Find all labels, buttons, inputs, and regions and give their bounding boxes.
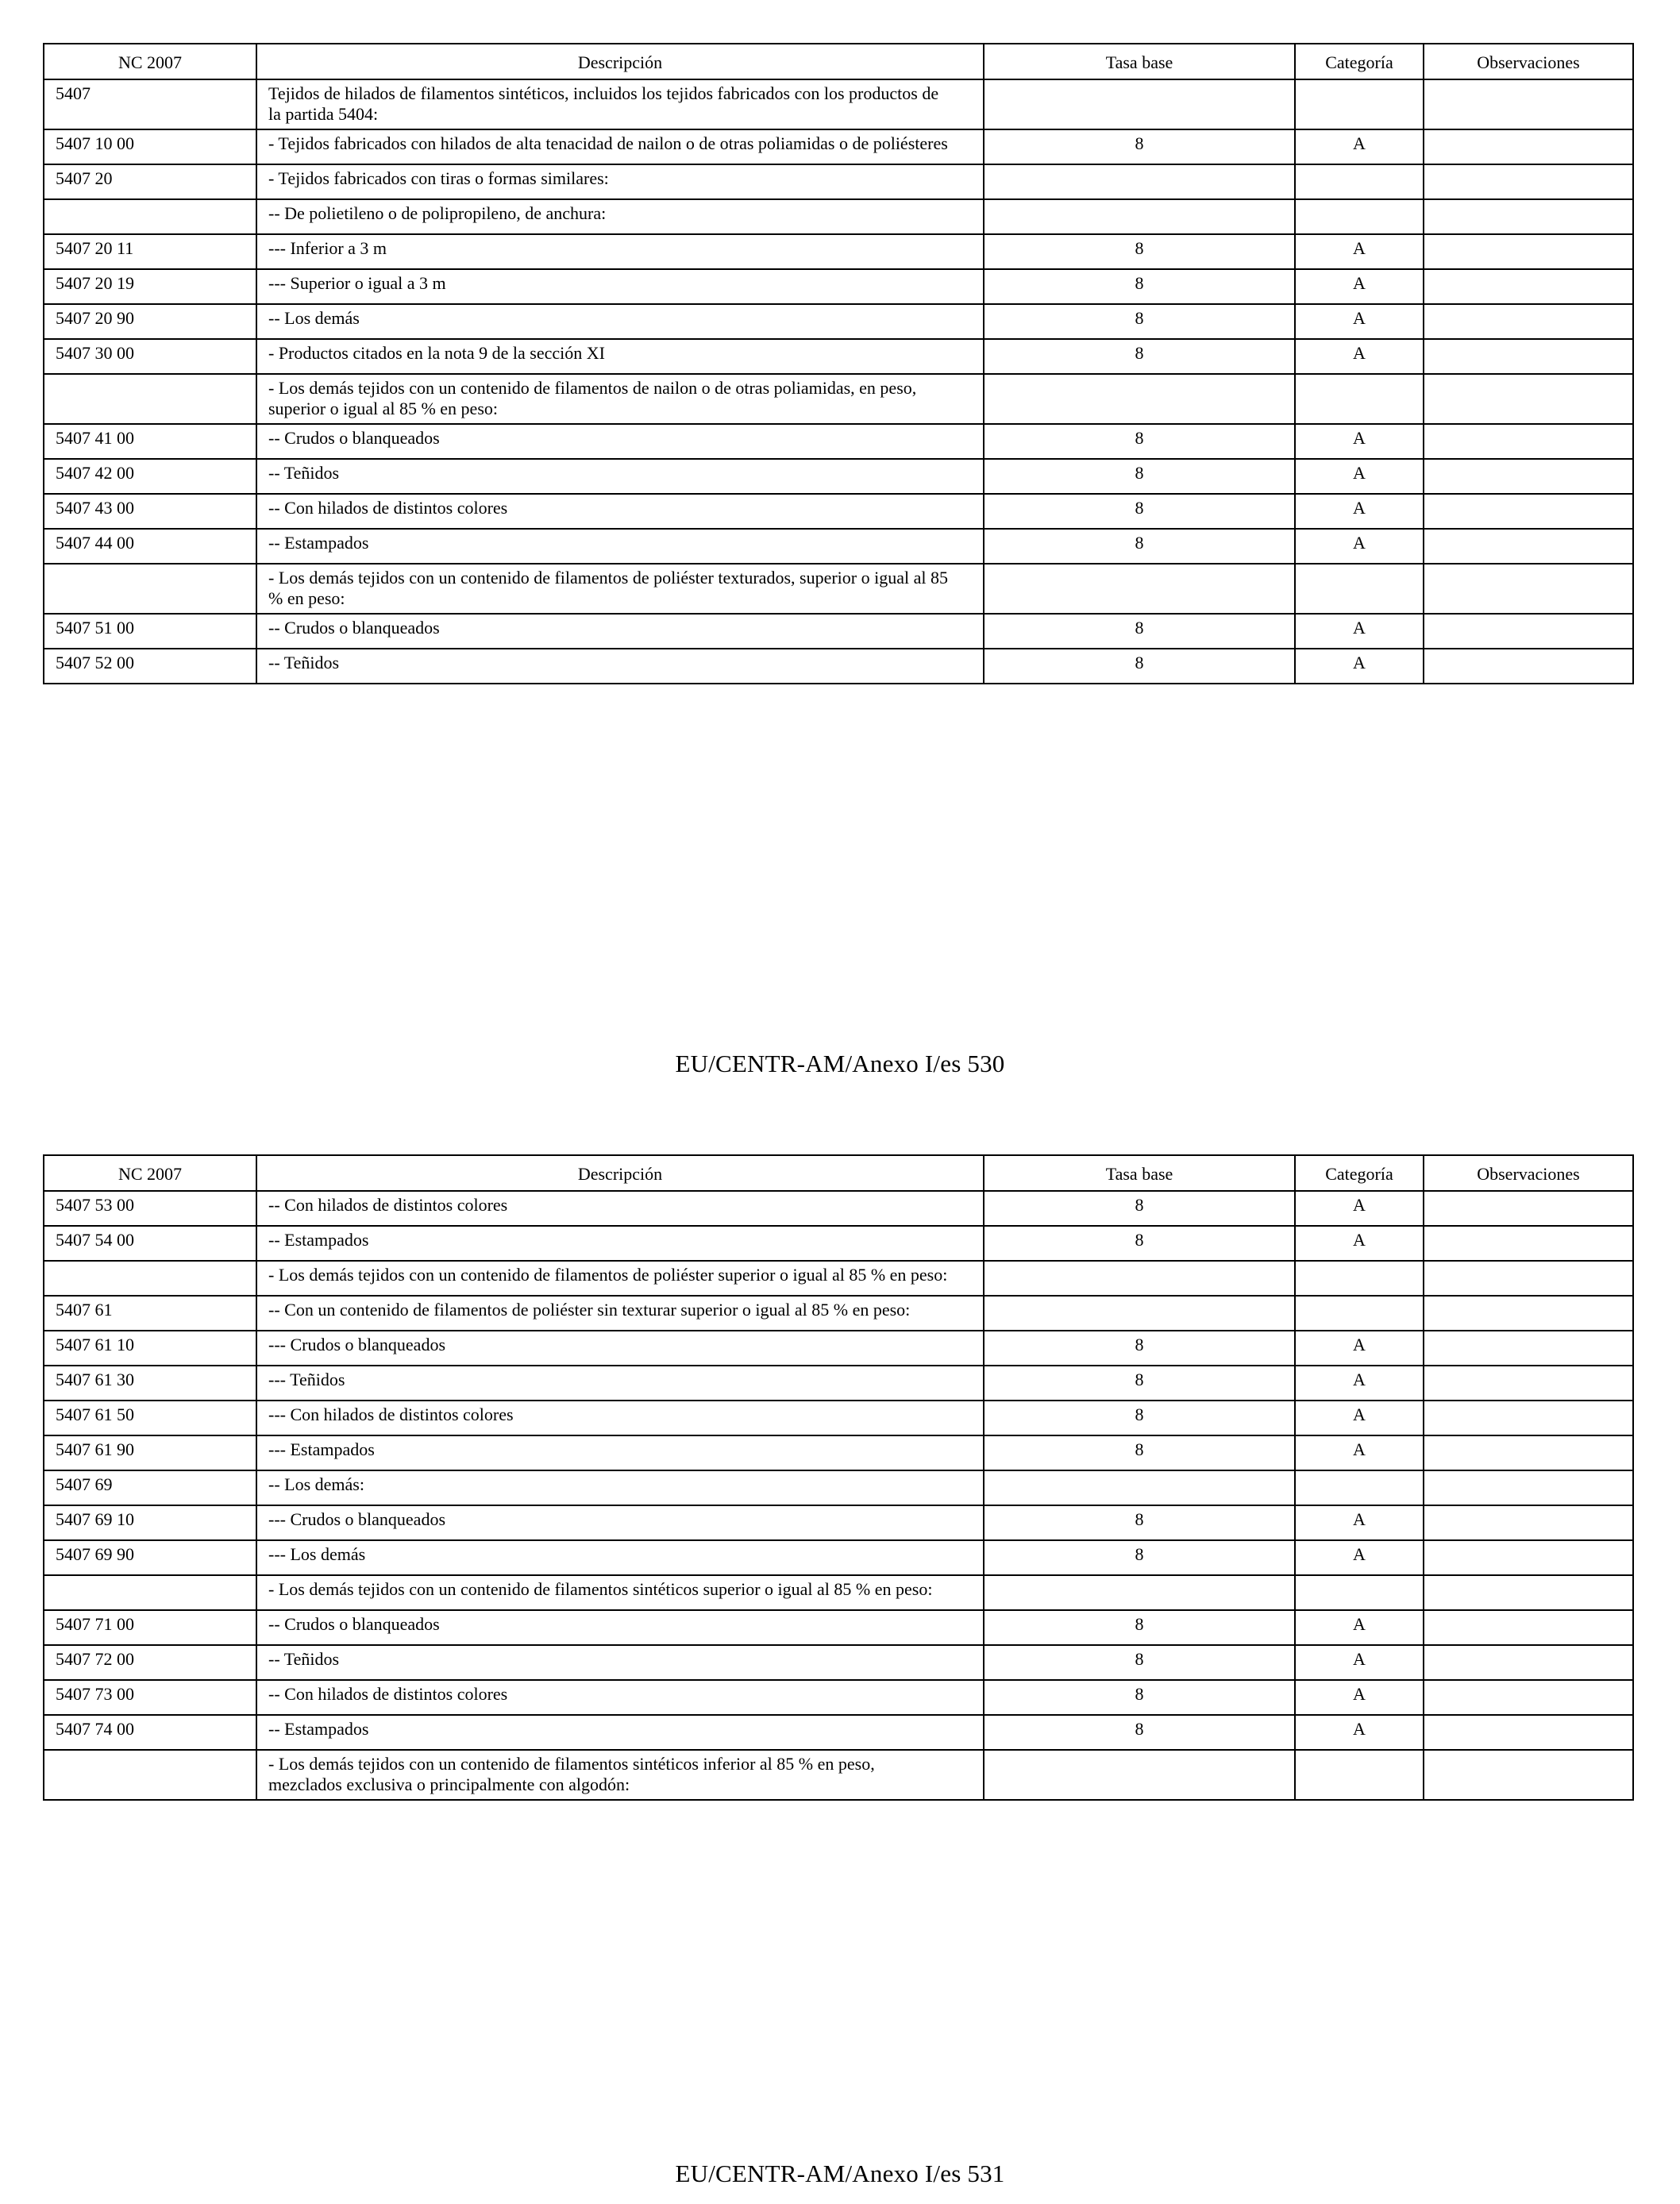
cell-description: -- Estampados [256, 529, 984, 564]
cell-tasa-base: 8 [984, 494, 1295, 529]
page-footer: EU/CENTR-AM/Anexo I/es 531 [675, 2160, 1005, 2187]
header-descripcion: Descripción [256, 44, 984, 79]
cell-description: -- Con hilados de distintos colores [256, 1680, 984, 1715]
cell-description: --- Los demás [256, 1540, 984, 1575]
cell-nc-code [44, 564, 256, 614]
cell-description: -- Con un contenido de filamentos de poliéster sin texturar superior o igual al 85 % en peso: [256, 1296, 984, 1331]
table-row [44, 1715, 1633, 1750]
table-body [44, 1191, 1633, 1800]
cell-observaciones [1424, 1540, 1633, 1575]
cell-categoria [1295, 1575, 1424, 1610]
header-tasa-base: Tasa base [984, 1155, 1295, 1191]
table-row [44, 1261, 1633, 1296]
cell-observaciones [1424, 1261, 1633, 1296]
cell-description: -- Teñidos [256, 649, 984, 684]
cell-observaciones [1424, 304, 1633, 339]
cell-observaciones [1424, 164, 1633, 199]
cell-categoria: A [1295, 529, 1424, 564]
cell-nc-code [44, 199, 256, 234]
cell-categoria: A [1295, 1401, 1424, 1435]
table-row [44, 1191, 1633, 1226]
cell-observaciones [1424, 1401, 1633, 1435]
cell-categoria: A [1295, 1331, 1424, 1366]
cell-nc-code: 5407 52 00 [44, 649, 256, 684]
header-descripcion: Descripción [256, 1155, 984, 1191]
cell-tasa-base: 8 [984, 459, 1295, 494]
cell-observaciones [1424, 1715, 1633, 1750]
cell-description: --- Crudos o blanqueados [256, 1331, 984, 1366]
cell-categoria [1295, 164, 1424, 199]
cell-description: -- Crudos o blanqueados [256, 1610, 984, 1645]
cell-nc-code: 5407 43 00 [44, 494, 256, 529]
table-row [44, 129, 1633, 164]
cell-tasa-base [984, 564, 1295, 614]
table-row [44, 1435, 1633, 1470]
page-footer: EU/CENTR-AM/Anexo I/es 530 [675, 1050, 1005, 1077]
cell-observaciones [1424, 1296, 1633, 1331]
cell-nc-code: 5407 30 00 [44, 339, 256, 374]
cell-tasa-base: 8 [984, 1435, 1295, 1470]
cell-observaciones [1424, 1191, 1633, 1226]
cell-observaciones [1424, 1610, 1633, 1645]
cell-categoria: A [1295, 1715, 1424, 1750]
cell-categoria: A [1295, 649, 1424, 684]
cell-description: - Los demás tejidos con un contenido de filamentos sintéticos inferior al 85 % en peso, mezclados exclusiva o principalmente con algodón: [256, 1750, 984, 1800]
cell-observaciones [1424, 1750, 1633, 1800]
cell-categoria [1295, 1750, 1424, 1800]
cell-categoria [1295, 199, 1424, 234]
table-row [44, 1505, 1633, 1540]
cell-description: -- Los demás [256, 304, 984, 339]
cell-observaciones [1424, 269, 1633, 304]
table-row [44, 339, 1633, 374]
cell-categoria [1295, 79, 1424, 129]
cell-tasa-base: 8 [984, 1505, 1295, 1540]
cell-categoria: A [1295, 1191, 1424, 1226]
cell-categoria: A [1295, 1226, 1424, 1261]
cell-nc-code: 5407 72 00 [44, 1645, 256, 1680]
header-categoria: Categoría [1295, 1155, 1424, 1191]
cell-tasa-base: 8 [984, 1226, 1295, 1261]
cell-nc-code: 5407 61 10 [44, 1331, 256, 1366]
cell-observaciones [1424, 234, 1633, 269]
cell-tasa-base: 8 [984, 529, 1295, 564]
cell-tasa-base: 8 [984, 1610, 1295, 1645]
tariff-table-page-530 [43, 43, 1634, 684]
cell-nc-code: 5407 74 00 [44, 1715, 256, 1750]
cell-observaciones [1424, 564, 1633, 614]
table-row [44, 199, 1633, 234]
cell-description: - Tejidos fabricados con tiras o formas similares: [256, 164, 984, 199]
table-row [44, 424, 1633, 459]
table-row [44, 1540, 1633, 1575]
cell-categoria [1295, 1296, 1424, 1331]
table-header-row [44, 44, 1633, 79]
cell-description: --- Con hilados de distintos colores [256, 1401, 984, 1435]
cell-observaciones [1424, 424, 1633, 459]
cell-description: --- Teñidos [256, 1366, 984, 1401]
cell-nc-code: 5407 20 19 [44, 269, 256, 304]
cell-tasa-base [984, 199, 1295, 234]
cell-tasa-base: 8 [984, 1645, 1295, 1680]
cell-nc-code: 5407 71 00 [44, 1610, 256, 1645]
cell-categoria [1295, 564, 1424, 614]
cell-observaciones [1424, 614, 1633, 649]
header-nc-2007: NC 2007 [44, 1155, 256, 1191]
header-observaciones: Observaciones [1424, 1155, 1633, 1191]
cell-nc-code: 5407 44 00 [44, 529, 256, 564]
cell-categoria: A [1295, 1435, 1424, 1470]
cell-observaciones [1424, 79, 1633, 129]
cell-tasa-base: 8 [984, 1366, 1295, 1401]
table-row [44, 79, 1633, 129]
cell-observaciones [1424, 1435, 1633, 1470]
cell-description: -- Con hilados de distintos colores [256, 494, 984, 529]
cell-categoria [1295, 1470, 1424, 1505]
table-row [44, 1645, 1633, 1680]
cell-nc-code [44, 1750, 256, 1800]
cell-tasa-base: 8 [984, 1331, 1295, 1366]
cell-categoria: A [1295, 234, 1424, 269]
cell-categoria: A [1295, 424, 1424, 459]
cell-tasa-base: 8 [984, 129, 1295, 164]
cell-tasa-base: 8 [984, 1401, 1295, 1435]
cell-tasa-base [984, 1470, 1295, 1505]
table-row [44, 1680, 1633, 1715]
table-row [44, 649, 1633, 684]
table-row [44, 269, 1633, 304]
cell-observaciones [1424, 529, 1633, 564]
cell-description: - Los demás tejidos con un contenido de filamentos de nailon o de otras poliamidas, en peso, superior o igual al 85 % en peso: [256, 374, 984, 424]
cell-description: --- Superior o igual a 3 m [256, 269, 984, 304]
cell-tasa-base: 8 [984, 234, 1295, 269]
table-body [44, 79, 1633, 684]
cell-observaciones [1424, 1680, 1633, 1715]
cell-nc-code: 5407 73 00 [44, 1680, 256, 1715]
cell-description: - Los demás tejidos con un contenido de filamentos sintéticos superior o igual al 85 % en peso: [256, 1575, 984, 1610]
cell-tasa-base: 8 [984, 649, 1295, 684]
cell-description: -- De polietileno o de polipropileno, de anchura: [256, 199, 984, 234]
cell-tasa-base [984, 374, 1295, 424]
cell-nc-code: 5407 54 00 [44, 1226, 256, 1261]
table-row [44, 234, 1633, 269]
cell-categoria: A [1295, 494, 1424, 529]
cell-nc-code: 5407 42 00 [44, 459, 256, 494]
table-row [44, 459, 1633, 494]
cell-description: - Los demás tejidos con un contenido de filamentos de poliéster superior o igual al 85 % en peso: [256, 1261, 984, 1296]
cell-nc-code: 5407 41 00 [44, 424, 256, 459]
cell-description: Tejidos de hilados de filamentos sintéticos, incluidos los tejidos fabricados con los productos de la partida 5404: [256, 79, 984, 129]
cell-observaciones [1424, 1331, 1633, 1366]
table-row [44, 1575, 1633, 1610]
cell-nc-code [44, 374, 256, 424]
cell-description: -- Teñidos [256, 459, 984, 494]
cell-observaciones [1424, 199, 1633, 234]
cell-tasa-base: 8 [984, 1715, 1295, 1750]
cell-observaciones [1424, 129, 1633, 164]
table-header-row [44, 1155, 1633, 1191]
cell-observaciones [1424, 1575, 1633, 1610]
cell-tasa-base: 8 [984, 339, 1295, 374]
cell-nc-code: 5407 61 [44, 1296, 256, 1331]
cell-categoria: A [1295, 304, 1424, 339]
cell-nc-code: 5407 61 30 [44, 1366, 256, 1401]
cell-nc-code: 5407 51 00 [44, 614, 256, 649]
cell-observaciones [1424, 339, 1633, 374]
cell-nc-code: 5407 20 11 [44, 234, 256, 269]
cell-nc-code [44, 1575, 256, 1610]
tariff-table-page-531 [43, 1154, 1634, 1801]
header-observaciones: Observaciones [1424, 44, 1633, 79]
cell-nc-code [44, 1261, 256, 1296]
cell-nc-code: 5407 53 00 [44, 1191, 256, 1226]
cell-nc-code: 5407 20 [44, 164, 256, 199]
cell-observaciones [1424, 374, 1633, 424]
cell-description: -- Los demás: [256, 1470, 984, 1505]
cell-categoria: A [1295, 1610, 1424, 1645]
cell-categoria: A [1295, 1680, 1424, 1715]
cell-observaciones [1424, 1645, 1633, 1680]
cell-categoria: A [1295, 1366, 1424, 1401]
cell-description: -- Crudos o blanqueados [256, 424, 984, 459]
table-row [44, 614, 1633, 649]
cell-tasa-base [984, 1750, 1295, 1800]
cell-nc-code: 5407 61 90 [44, 1435, 256, 1470]
cell-description: -- Con hilados de distintos colores [256, 1191, 984, 1226]
cell-tasa-base: 8 [984, 1191, 1295, 1226]
cell-observaciones [1424, 494, 1633, 529]
cell-tasa-base: 8 [984, 269, 1295, 304]
cell-nc-code: 5407 [44, 79, 256, 129]
cell-tasa-base [984, 1261, 1295, 1296]
cell-observaciones [1424, 1226, 1633, 1261]
cell-tasa-base: 8 [984, 304, 1295, 339]
table-row [44, 164, 1633, 199]
cell-observaciones [1424, 1470, 1633, 1505]
cell-categoria [1295, 374, 1424, 424]
cell-description: - Los demás tejidos con un contenido de filamentos de poliéster texturados, superior o igual al 85 % en peso: [256, 564, 984, 614]
cell-nc-code: 5407 69 10 [44, 1505, 256, 1540]
cell-categoria [1295, 1261, 1424, 1296]
cell-categoria: A [1295, 339, 1424, 374]
cell-tasa-base: 8 [984, 614, 1295, 649]
table-row [44, 1331, 1633, 1366]
cell-categoria: A [1295, 1505, 1424, 1540]
cell-categoria: A [1295, 269, 1424, 304]
table-row [44, 1750, 1633, 1800]
cell-description: --- Crudos o blanqueados [256, 1505, 984, 1540]
table-row [44, 1366, 1633, 1401]
header-nc-2007: NC 2007 [44, 44, 256, 79]
table-row [44, 529, 1633, 564]
cell-tasa-base [984, 164, 1295, 199]
cell-categoria: A [1295, 614, 1424, 649]
cell-nc-code: 5407 69 [44, 1470, 256, 1505]
cell-description: -- Estampados [256, 1226, 984, 1261]
cell-description: - Productos citados en la nota 9 de la sección XI [256, 339, 984, 374]
cell-tasa-base [984, 79, 1295, 129]
cell-categoria: A [1295, 129, 1424, 164]
table-row [44, 374, 1633, 424]
table-row [44, 1470, 1633, 1505]
cell-tasa-base: 8 [984, 1540, 1295, 1575]
cell-description: --- Estampados [256, 1435, 984, 1470]
cell-observaciones [1424, 649, 1633, 684]
cell-description: -- Crudos o blanqueados [256, 614, 984, 649]
cell-tasa-base [984, 1296, 1295, 1331]
cell-categoria: A [1295, 459, 1424, 494]
cell-observaciones [1424, 459, 1633, 494]
cell-observaciones [1424, 1366, 1633, 1401]
table-row [44, 1610, 1633, 1645]
cell-description: --- Inferior a 3 m [256, 234, 984, 269]
cell-description: -- Teñidos [256, 1645, 984, 1680]
cell-nc-code: 5407 20 90 [44, 304, 256, 339]
cell-observaciones [1424, 1505, 1633, 1540]
cell-nc-code: 5407 10 00 [44, 129, 256, 164]
cell-nc-code: 5407 61 50 [44, 1401, 256, 1435]
header-tasa-base: Tasa base [984, 44, 1295, 79]
table-row [44, 304, 1633, 339]
table-row [44, 564, 1633, 614]
cell-description: -- Estampados [256, 1715, 984, 1750]
cell-categoria: A [1295, 1540, 1424, 1575]
table-row [44, 1296, 1633, 1331]
table-row [44, 1226, 1633, 1261]
table-row [44, 494, 1633, 529]
header-categoria: Categoría [1295, 44, 1424, 79]
cell-nc-code: 5407 69 90 [44, 1540, 256, 1575]
cell-tasa-base: 8 [984, 424, 1295, 459]
cell-categoria: A [1295, 1645, 1424, 1680]
cell-tasa-base [984, 1575, 1295, 1610]
table-row [44, 1401, 1633, 1435]
cell-tasa-base: 8 [984, 1680, 1295, 1715]
cell-description: - Tejidos fabricados con hilados de alta tenacidad de nailon o de otras poliamidas o de poliésteres [256, 129, 984, 164]
